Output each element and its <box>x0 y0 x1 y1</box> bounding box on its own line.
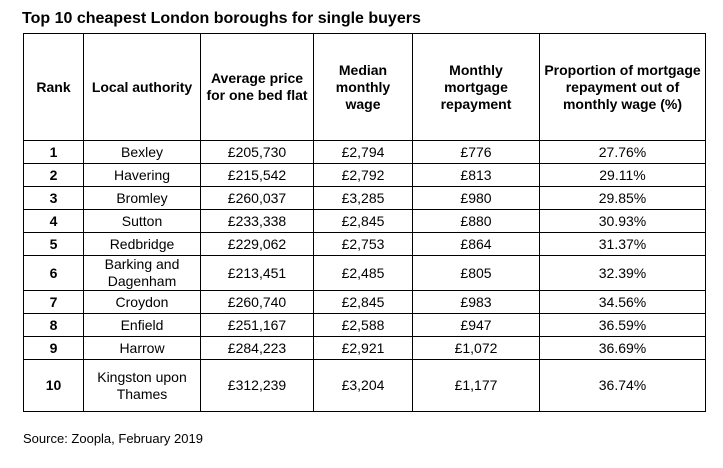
cell-repayment: £805 <box>413 256 540 291</box>
cell-repayment: £864 <box>413 233 540 256</box>
column-header-mortgage-repayment: Monthly mortgage repayment <box>413 34 540 141</box>
table-title: Top 10 cheapest London boroughs for single buyers <box>22 10 421 27</box>
cell-proportion: 36.69% <box>540 337 706 360</box>
cell-repayment: £1,177 <box>413 360 540 412</box>
header-row <box>24 34 706 141</box>
column-header-average-price: Average price for one bed flat <box>201 34 314 141</box>
cell-price: £213,451 <box>201 256 314 291</box>
cell-rank: 6 <box>24 256 84 291</box>
cell-repayment: £983 <box>413 291 540 314</box>
table-row <box>24 314 706 337</box>
cell-repayment: £1,072 <box>413 337 540 360</box>
cell-wage: £2,794 <box>314 141 413 164</box>
table-row <box>24 164 706 187</box>
cell-rank: 8 <box>24 314 84 337</box>
cell-repayment: £776 <box>413 141 540 164</box>
cell-rank: 9 <box>24 337 84 360</box>
cell-authority: Croydon <box>84 291 201 314</box>
cell-wage: £2,753 <box>314 233 413 256</box>
cell-price: £215,542 <box>201 164 314 187</box>
cell-rank: 10 <box>24 360 84 412</box>
cell-price: £251,167 <box>201 314 314 337</box>
cell-proportion: 27.76% <box>540 141 706 164</box>
cell-rank: 7 <box>24 291 84 314</box>
cell-wage: £2,588 <box>314 314 413 337</box>
table-row <box>24 360 706 412</box>
cell-wage: £2,921 <box>314 337 413 360</box>
boroughs-table <box>23 33 706 412</box>
cell-wage: £2,792 <box>314 164 413 187</box>
cell-proportion: 29.85% <box>540 187 706 210</box>
cell-wage: £3,285 <box>314 187 413 210</box>
column-header-median-wage: Median monthly wage <box>314 34 413 141</box>
cell-repayment: £880 <box>413 210 540 233</box>
cell-proportion: 36.59% <box>540 314 706 337</box>
table-row <box>24 256 706 291</box>
cell-wage: £2,845 <box>314 291 413 314</box>
cell-proportion: 36.74% <box>540 360 706 412</box>
cell-rank: 4 <box>24 210 84 233</box>
cell-price: £284,223 <box>201 337 314 360</box>
cell-authority: Barking and Dagenham <box>84 256 201 291</box>
table-row <box>24 337 706 360</box>
cell-proportion: 29.11% <box>540 164 706 187</box>
cell-authority: Sutton <box>84 210 201 233</box>
table-row <box>24 291 706 314</box>
cell-proportion: 31.37% <box>540 233 706 256</box>
cell-rank: 5 <box>24 233 84 256</box>
cell-repayment: £947 <box>413 314 540 337</box>
cell-authority: Redbridge <box>84 233 201 256</box>
cell-proportion: 30.93% <box>540 210 706 233</box>
cell-authority: Kingston upon Thames <box>84 360 201 412</box>
column-header-proportion: Proportion of mortgage repayment out of monthly wage (%) <box>540 34 706 141</box>
cell-price: £260,740 <box>201 291 314 314</box>
cell-rank: 2 <box>24 164 84 187</box>
table-row <box>24 210 706 233</box>
table-row <box>24 141 706 164</box>
cell-proportion: 34.56% <box>540 291 706 314</box>
table-row <box>24 233 706 256</box>
table-row <box>24 187 706 210</box>
column-header-local-authority: Local authority <box>84 34 201 141</box>
cell-price: £312,239 <box>201 360 314 412</box>
cell-authority: Harrow <box>84 337 201 360</box>
cell-price: £205,730 <box>201 141 314 164</box>
cell-price: £260,037 <box>201 187 314 210</box>
column-header-rank: Rank <box>24 34 84 141</box>
cell-authority: Bexley <box>84 141 201 164</box>
cell-authority: Enfield <box>84 314 201 337</box>
cell-wage: £2,845 <box>314 210 413 233</box>
cell-authority: Bromley <box>84 187 201 210</box>
cell-rank: 3 <box>24 187 84 210</box>
source-note: Source: Zoopla, February 2019 <box>23 431 203 446</box>
cell-repayment: £980 <box>413 187 540 210</box>
cell-repayment: £813 <box>413 164 540 187</box>
cell-proportion: 32.39% <box>540 256 706 291</box>
cell-price: £229,062 <box>201 233 314 256</box>
cell-authority: Havering <box>84 164 201 187</box>
cell-rank: 1 <box>24 141 84 164</box>
cell-price: £233,338 <box>201 210 314 233</box>
cell-wage: £2,485 <box>314 256 413 291</box>
cell-wage: £3,204 <box>314 360 413 412</box>
